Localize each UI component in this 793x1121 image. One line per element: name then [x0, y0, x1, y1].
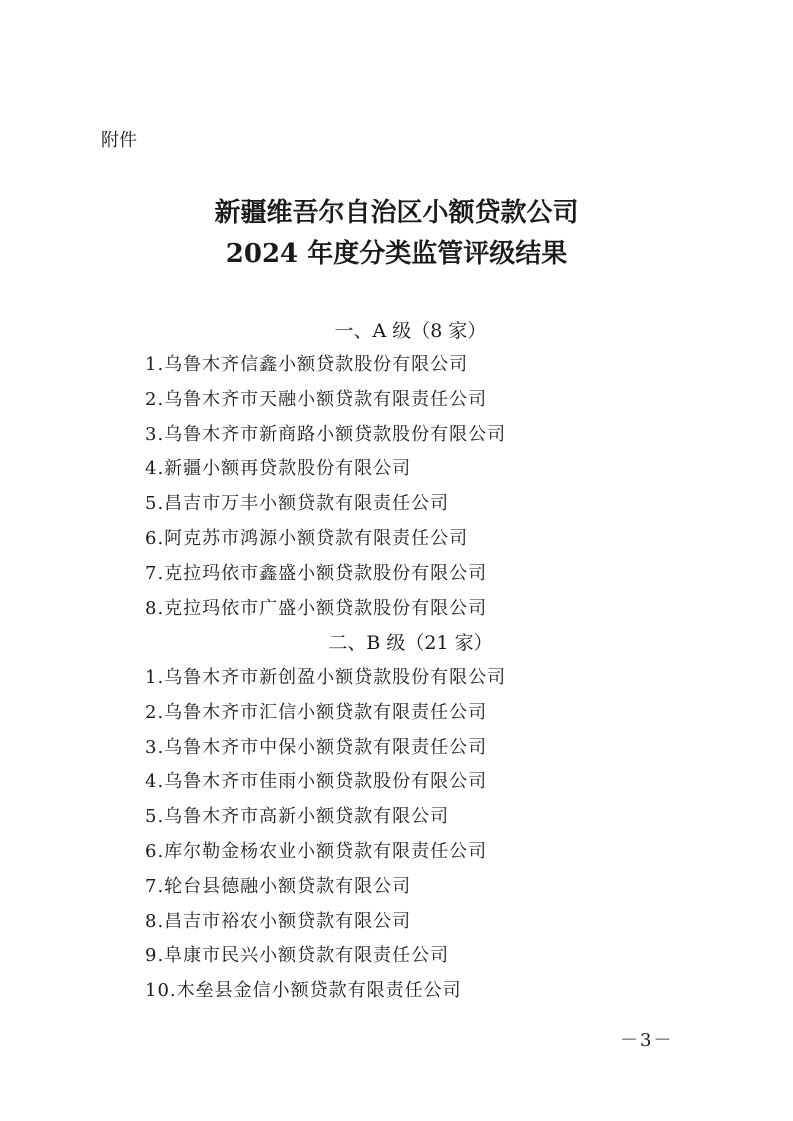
section-heading-a: 一、A 级（8 家） [334, 320, 487, 342]
document-title-line-1: 新疆维吾尔自治区小额贷款公司 [214, 198, 579, 228]
list-item: 9.阜康市民兴小额贷款有限责任公司 [145, 945, 450, 967]
list-item: 7.轮台县德融小额贷款有限公司 [145, 875, 412, 897]
section-a-list [145, 348, 506, 626]
page-number: －3－ [620, 1030, 674, 1051]
list-item: 1.乌鲁木齐信鑫小额贷款股份有限公司 [145, 354, 469, 375]
attachment-label: 附件 [101, 130, 137, 151]
list-item: 5.昌吉市万丰小额贷款有限责任公司 [145, 493, 450, 515]
list-item: 8.克拉玛依市广盛小额贷款股份有限公司 [145, 597, 488, 619]
list-item: 4.乌鲁木齐市佳雨小额贷款股份有限公司 [145, 771, 488, 793]
list-item: 7.克拉玛依市鑫盛小额贷款股份有限公司 [145, 562, 488, 584]
list-item: 3.乌鲁木齐市新商路小额贷款股份有限公司 [145, 423, 507, 445]
section-heading-b: 二、B 级（21 家） [328, 632, 493, 654]
list-item: 2.乌鲁木齐市汇信小额贷款有限责任公司 [145, 701, 488, 723]
list-item: 1.乌鲁木齐市新创盈小额贷款股份有限公司 [145, 667, 507, 688]
list-item: 3.乌鲁木齐市中保小额贷款有限责任公司 [145, 736, 488, 758]
list-item: 4.新疆小额再贷款股份有限公司 [145, 458, 412, 480]
list-item: 6.阿克苏市鸿源小额贷款有限责任公司 [145, 527, 469, 549]
list-item: 6.库尔勒金杨农业小额贷款有限责任公司 [145, 840, 488, 862]
list-item: 2.乌鲁木齐市天融小额贷款有限责任公司 [145, 388, 488, 410]
list-item: 8.昌吉市裕农小额贷款有限公司 [145, 910, 412, 932]
document-title-line-2: 2024 年度分类监管评级结果 [225, 239, 568, 269]
list-item: 5.乌鲁木齐市高新小额贷款有限公司 [145, 806, 450, 828]
list-item: 10.木垒县金信小额贷款有限责任公司 [145, 980, 462, 1002]
section-b-list [145, 661, 506, 1009]
